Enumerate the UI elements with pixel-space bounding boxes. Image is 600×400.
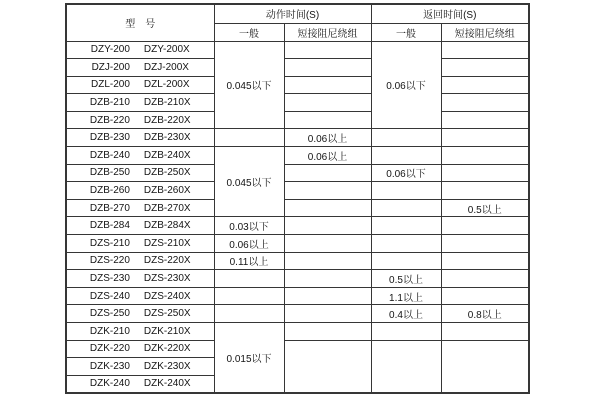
model-variant-name: DZS-210X <box>143 237 191 249</box>
action-damping-cell <box>284 235 371 253</box>
return-general-cell <box>371 129 441 147</box>
model-name: DZB-250 <box>89 167 130 179</box>
action-damping-cell <box>284 305 371 323</box>
table-row <box>66 59 529 77</box>
model-pair <box>69 79 212 90</box>
table-row <box>66 340 529 358</box>
action-general-cell: 0.11以上 <box>214 252 284 270</box>
action-damping-cell <box>284 340 371 393</box>
return-damping-cell <box>441 323 529 341</box>
action-general-cell: 0.03以下 <box>214 217 284 235</box>
model-pair <box>69 203 212 214</box>
model-variant-name: DZB-240X <box>143 149 191 161</box>
return-damping-cell <box>441 340 529 393</box>
table-row <box>66 217 529 235</box>
model-pair <box>69 273 212 284</box>
model-pair <box>69 361 212 372</box>
model-variant-name: DZK-210X <box>143 325 191 337</box>
model-cell <box>66 252 214 270</box>
model-name: DZJ-200 <box>91 61 130 73</box>
table-row <box>66 270 529 288</box>
model-cell <box>66 270 214 288</box>
return-general-cell: 0.4以上 <box>371 305 441 323</box>
return-general-cell <box>371 182 441 200</box>
model-pair <box>69 185 212 196</box>
action-general-cell: 0.045以下 <box>214 41 284 129</box>
model-variant-name: DZB-220X <box>143 114 191 126</box>
table-header <box>66 4 529 41</box>
return-damping-cell <box>441 76 529 94</box>
model-pair <box>69 150 212 161</box>
model-cell <box>66 235 214 253</box>
model-pair <box>69 167 212 178</box>
return-damping-cell <box>441 41 529 59</box>
model-variant-name: DZB-230X <box>143 132 191 144</box>
return-damping-cell: 0.5以上 <box>441 199 529 217</box>
return-general-cell: 0.06以下 <box>371 41 441 129</box>
model-variant-name: DZS-240X <box>143 290 191 302</box>
table-row <box>66 164 529 182</box>
model-cell <box>66 76 214 94</box>
model-cell <box>66 111 214 129</box>
table-body <box>66 41 529 393</box>
model-name: DZY-200 <box>90 44 130 56</box>
model-name: DZK-220 <box>89 343 130 355</box>
model-variant-name: DZB-260X <box>143 185 191 197</box>
model-cell <box>66 305 214 323</box>
action-general-cell <box>214 287 284 305</box>
action-damping-cell <box>284 287 371 305</box>
return-general-header: 一般 <box>371 23 441 41</box>
model-cell <box>66 199 214 217</box>
return-general-cell: 1.1以上 <box>371 287 441 305</box>
model-cell <box>66 375 214 393</box>
return-general-cell: 0.06以下 <box>371 164 441 182</box>
action-damping-cell: 0.06以上 <box>284 129 371 147</box>
action-damping-cell <box>284 111 371 129</box>
action-damping-cell <box>284 182 371 200</box>
table-row <box>66 199 529 217</box>
table-row <box>66 287 529 305</box>
model-name: DZS-230 <box>89 273 130 285</box>
return-damping-cell <box>441 235 529 253</box>
action-damping-cell <box>284 41 371 59</box>
model-cell <box>66 217 214 235</box>
model-name: DZS-240 <box>89 290 130 302</box>
model-name: DZK-240 <box>89 378 130 390</box>
model-variant-name: DZB-284X <box>143 220 191 232</box>
model-pair <box>69 132 212 143</box>
model-cell <box>66 164 214 182</box>
table-row <box>66 235 529 253</box>
model-variant-name: DZB-250X <box>143 167 191 179</box>
model-pair <box>69 326 212 337</box>
model-variant-name: DZS-220X <box>143 255 191 267</box>
action-damping-cell <box>284 164 371 182</box>
table-row <box>66 252 529 270</box>
action-damping-cell <box>284 217 371 235</box>
model-cell <box>66 41 214 59</box>
return-damping-cell <box>441 129 529 147</box>
model-name: DZB-270 <box>89 202 130 214</box>
model-name: DZS-210 <box>89 237 130 249</box>
model-pair <box>69 220 212 231</box>
model-cell <box>66 358 214 376</box>
action-damping-cell <box>284 199 371 217</box>
action-general-cell: 0.045以下 <box>214 147 284 217</box>
return-damping-cell <box>441 182 529 200</box>
model-variant-name: DZS-250X <box>143 308 191 320</box>
model-name: DZB-220 <box>89 114 130 126</box>
return-damping-cell <box>441 94 529 112</box>
return-general-cell <box>371 199 441 217</box>
return-general-cell <box>371 147 441 165</box>
model-pair <box>69 255 212 266</box>
table-row <box>66 41 529 59</box>
action-damping-cell: 0.06以上 <box>284 147 371 165</box>
return-general-cell <box>371 340 441 393</box>
action-general-cell <box>214 129 284 147</box>
return-damping-cell <box>441 164 529 182</box>
action-damping-cell <box>284 323 371 341</box>
return-damping-header: 短接阻尼绕组 <box>441 23 529 41</box>
return-damping-cell <box>441 111 529 129</box>
action-damping-cell <box>284 252 371 270</box>
model-variant-name: DZS-230X <box>143 273 191 285</box>
return-damping-cell <box>441 217 529 235</box>
table-row <box>66 129 529 147</box>
model-pair <box>69 238 212 249</box>
action-general-cell: 0.06以上 <box>214 235 284 253</box>
table-row <box>66 94 529 112</box>
action-damping-cell <box>284 94 371 112</box>
return-time-header: 返回时间(S) <box>371 4 529 23</box>
model-pair <box>69 44 212 55</box>
model-name: DZL-200 <box>91 79 130 91</box>
return-damping-cell <box>441 287 529 305</box>
return-damping-cell <box>441 147 529 165</box>
table-row <box>66 111 529 129</box>
model-variant-name: DZY-200X <box>143 44 190 56</box>
model-variant-name: DZB-270X <box>143 202 191 214</box>
model-pair <box>69 97 212 108</box>
model-pair <box>69 343 212 354</box>
table-row <box>66 147 529 165</box>
model-pair <box>69 291 212 302</box>
model-name: DZB-240 <box>89 149 130 161</box>
model-variant-name: DZL-200X <box>143 79 190 91</box>
relay-spec-table <box>65 3 530 394</box>
model-name: DZK-230 <box>89 360 130 372</box>
action-damping-header: 短接阻尼绕组 <box>284 23 371 41</box>
model-pair <box>69 62 212 73</box>
model-cell <box>66 340 214 358</box>
return-general-cell <box>371 217 441 235</box>
model-name: DZB-260 <box>89 185 130 197</box>
model-variant-name: DZK-220X <box>143 343 191 355</box>
table-row <box>66 323 529 341</box>
return-general-cell <box>371 323 441 341</box>
model-cell <box>66 147 214 165</box>
table-row <box>66 76 529 94</box>
return-general-cell: 0.5以上 <box>371 270 441 288</box>
action-general-header: 一般 <box>214 23 284 41</box>
action-general-cell <box>214 270 284 288</box>
action-general-cell <box>214 305 284 323</box>
action-damping-cell <box>284 76 371 94</box>
model-variant-name: DZK-230X <box>143 360 191 372</box>
model-pair <box>69 115 212 126</box>
model-name: DZB-284 <box>89 220 130 232</box>
model-pair <box>69 378 212 389</box>
header-group-row <box>66 4 529 23</box>
model-cell <box>66 182 214 200</box>
return-damping-cell <box>441 252 529 270</box>
model-name: DZK-210 <box>89 325 130 337</box>
return-damping-cell <box>441 59 529 77</box>
return-general-cell <box>371 252 441 270</box>
model-column-header: 型 号 <box>66 4 214 41</box>
model-name: DZS-220 <box>89 255 130 267</box>
model-variant-name: DZK-240X <box>143 378 191 390</box>
action-general-cell: 0.015以下 <box>214 323 284 393</box>
model-cell <box>66 323 214 341</box>
return-damping-cell: 0.8以上 <box>441 305 529 323</box>
model-name: DZS-250 <box>89 308 130 320</box>
model-variant-name: DZB-210X <box>143 97 191 109</box>
model-cell <box>66 94 214 112</box>
model-cell <box>66 287 214 305</box>
table-row <box>66 305 529 323</box>
table-row <box>66 182 529 200</box>
return-general-cell <box>371 235 441 253</box>
model-name: DZB-210 <box>89 97 130 109</box>
model-pair <box>69 308 212 319</box>
model-variant-name: DZJ-200X <box>143 61 189 73</box>
model-cell <box>66 59 214 77</box>
action-damping-cell <box>284 59 371 77</box>
return-damping-cell <box>441 270 529 288</box>
model-name: DZB-230 <box>89 132 130 144</box>
model-cell <box>66 129 214 147</box>
action-time-header: 动作时间(S) <box>214 4 371 23</box>
action-damping-cell <box>284 270 371 288</box>
